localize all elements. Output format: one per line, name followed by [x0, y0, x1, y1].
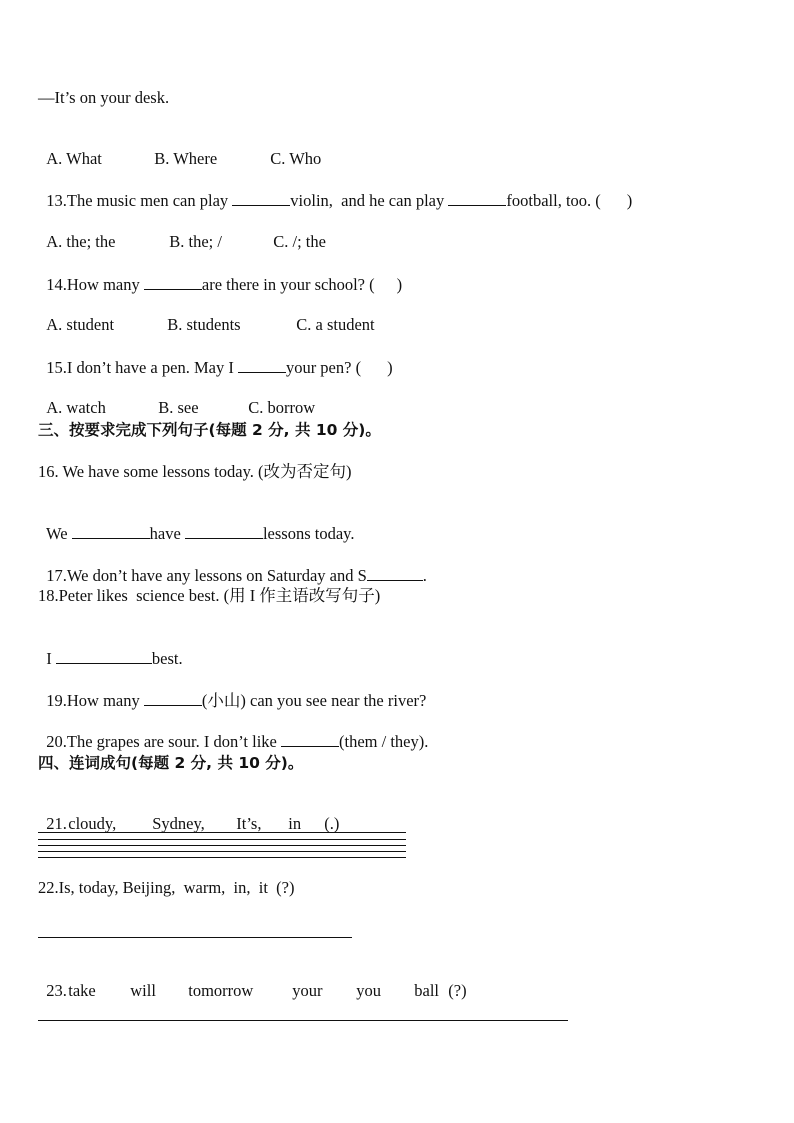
q14-option-c[interactable]: C. a student — [296, 315, 375, 334]
q18-answer-word-1: I — [46, 649, 56, 668]
q15-options — [38, 378, 315, 418]
q14-option-b[interactable]: B. students — [167, 315, 241, 334]
q20-text-2: (them / they). — [339, 732, 429, 751]
q21-word-5: (.) — [324, 814, 340, 833]
q12-option-b[interactable]: B. Where — [154, 149, 218, 168]
q21-writing-line-5[interactable] — [38, 857, 406, 858]
q13-option-c[interactable]: C. /; the — [273, 232, 326, 251]
q21-word-3: It’s, — [236, 814, 262, 833]
q23-number: 23. — [46, 981, 67, 1000]
q12-answer: —It’s on your desk. — [38, 88, 170, 107]
q15-number: 15. — [46, 358, 67, 377]
question-17 — [38, 545, 427, 586]
question-15 — [38, 337, 393, 378]
question-22: 22.Is, today, Beijing, warm, in, it (?) — [38, 878, 295, 897]
q17-blank[interactable] — [367, 565, 423, 581]
q20-blank[interactable] — [281, 731, 339, 747]
q18-blank[interactable] — [56, 648, 152, 664]
q14-text-3: ) — [396, 275, 403, 294]
q14-number: 14. — [46, 275, 67, 294]
q12-option-c[interactable]: C. Who — [270, 149, 322, 168]
q13-blank-2[interactable] — [448, 190, 506, 206]
q19-blank[interactable] — [144, 690, 202, 706]
question-21 — [38, 794, 339, 834]
question-16: 16. We have some lessons today. (改为否定句) — [38, 462, 352, 481]
question-14 — [38, 254, 402, 295]
question-23 — [38, 961, 467, 1001]
q15-option-a[interactable]: A. watch — [46, 398, 106, 417]
q17-text-2: . — [422, 566, 427, 585]
q14-option-a[interactable]: A. student — [46, 315, 115, 334]
q23-answer-line[interactable] — [38, 1020, 568, 1021]
q14-text-2: are there in your school? ( — [201, 275, 375, 294]
q15-option-c[interactable]: C. borrow — [248, 398, 316, 417]
q13-number: 13. — [46, 191, 67, 210]
question-13 — [38, 170, 632, 211]
question-20 — [38, 711, 428, 752]
q15-option-b[interactable]: B. see — [158, 398, 199, 417]
q23-word-4: your — [292, 981, 323, 1000]
q16-answer-line — [38, 503, 354, 544]
q21-word-1: cloudy, — [68, 814, 117, 833]
question-19 — [38, 670, 426, 711]
q15-text-3: ) — [387, 358, 393, 377]
question-18: 18.Peter likes science best. (用 I 作主语改写句子) — [38, 586, 381, 605]
q14-blank[interactable] — [144, 274, 202, 290]
q15-blank[interactable] — [238, 357, 286, 373]
q20-text-1: 20.The grapes are sour. I don’t like — [46, 732, 282, 751]
q23-word-1: take — [68, 981, 96, 1000]
q22-answer-line[interactable] — [38, 937, 352, 938]
q13-option-a[interactable]: A. the; the — [46, 232, 116, 251]
q16-answer-word-1: We — [45, 524, 72, 543]
q21-word-4: in — [288, 814, 302, 833]
q13-option-b[interactable]: B. the; / — [169, 232, 222, 251]
q21-number: 21. — [46, 814, 67, 833]
q18-answer-word-2: best. — [151, 649, 183, 668]
q17-text-1: 17.We don’t have any lessons on Saturday and S — [46, 566, 367, 585]
q18-answer-line — [38, 628, 183, 669]
q19-text-2: (小山) can you see near the river? — [201, 691, 427, 710]
q23-word-5: you — [356, 981, 381, 1000]
q15-text-1: I don’t have a pen. May I — [66, 358, 238, 377]
q15-text-2: your pen? ( — [285, 358, 362, 377]
q19-text-1: 19.How many — [46, 691, 144, 710]
q13-text-4: ) — [626, 191, 633, 210]
q23-word-3: tomorrow — [188, 981, 254, 1000]
q23-word-7: (?) — [448, 981, 467, 1000]
q13-text-2: violin, and he can play — [290, 191, 449, 210]
section-3-heading: 三、按要求完成下列句子(每题 2 分, 共 10 分)。 — [38, 421, 381, 439]
q12-option-a[interactable]: A. What — [46, 149, 102, 168]
q23-word-6: ball — [414, 981, 439, 1000]
q16-blank-1[interactable] — [72, 523, 150, 539]
q13-options — [38, 212, 326, 252]
q21-writing-line-4[interactable] — [38, 851, 406, 852]
q14-text-1: How many — [66, 275, 144, 294]
q21-word-2: Sydney, — [152, 814, 205, 833]
q21-writing-line-2[interactable] — [38, 839, 406, 840]
q13-blank-1[interactable] — [232, 190, 290, 206]
q13-text-3: football, too. ( — [506, 191, 601, 210]
q12-options — [38, 129, 321, 169]
q16-blank-2[interactable] — [185, 523, 263, 539]
q21-writing-line-1[interactable] — [38, 832, 406, 833]
q16-answer-word-2: have — [149, 524, 185, 543]
q23-word-2: will — [130, 981, 156, 1000]
section-4-heading: 四、连词成句(每题 2 分, 共 10 分)。 — [38, 754, 304, 772]
q13-text-1: The music men can play — [66, 191, 233, 210]
q14-options — [38, 295, 375, 335]
q16-answer-word-3: lessons today. — [262, 524, 355, 543]
q21-writing-line-3[interactable] — [38, 845, 406, 846]
